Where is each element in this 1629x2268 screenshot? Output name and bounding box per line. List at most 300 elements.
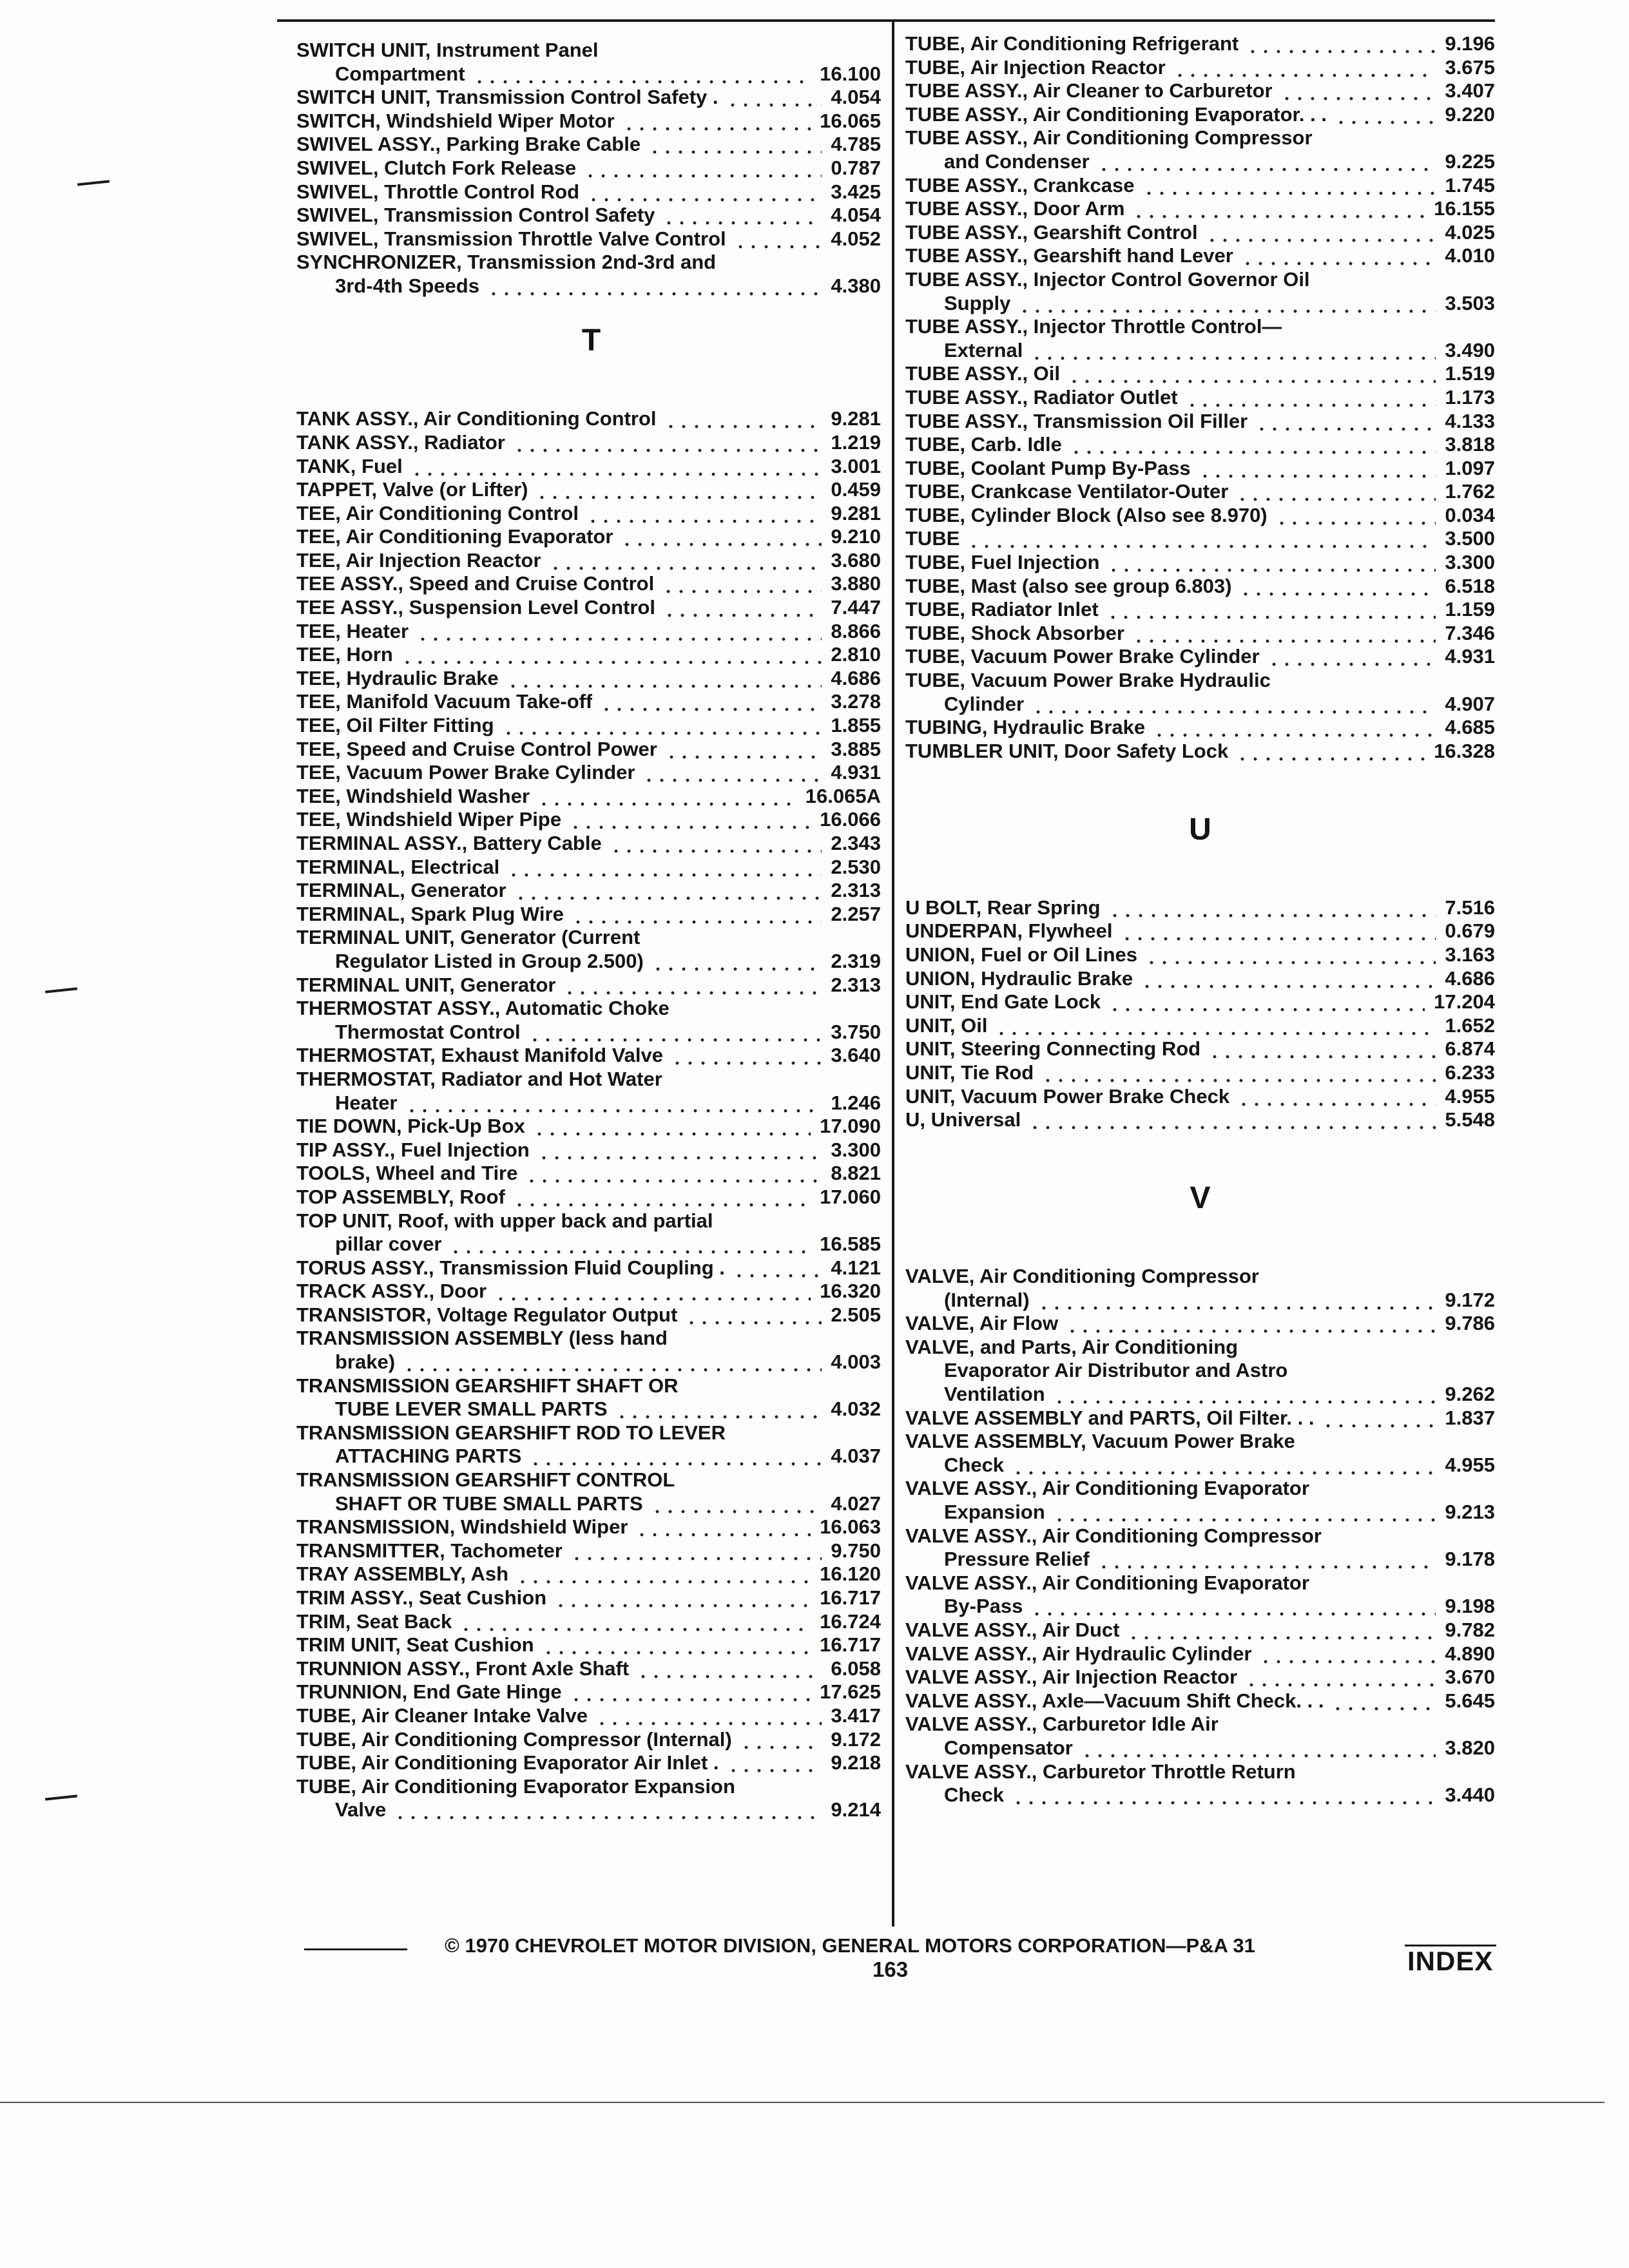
dot-leader	[1331, 1689, 1436, 1713]
dot-leader	[600, 690, 822, 714]
index-entry	[296, 738, 886, 762]
index-entry	[296, 431, 886, 455]
group-number: 3.407	[1445, 79, 1495, 102]
entry-text: TEE ASSY., Speed and Cruise Control	[296, 572, 655, 595]
dot-leader	[410, 455, 822, 479]
index-entry	[296, 620, 886, 644]
group-number: 4.010	[1445, 244, 1495, 267]
group-number: 4.121	[831, 1256, 881, 1279]
index-entry	[905, 1736, 1495, 1760]
dot-leader	[563, 974, 822, 997]
entry-text: SWITCH, Windshield Wiper Motor	[296, 109, 615, 132]
entry-text: SWIVEL, Throttle Control Rod	[296, 180, 580, 203]
group-number: 9.782	[1445, 1619, 1495, 1641]
index-entry	[296, 1209, 886, 1233]
group-number: 9.786	[1445, 1312, 1495, 1335]
index-entry	[905, 221, 1495, 245]
index-entry	[905, 1689, 1495, 1713]
entry-text: Ventilation	[944, 1383, 1045, 1406]
spacer	[905, 849, 1495, 873]
entry-text: TUBE, Radiator Inlet	[905, 598, 1099, 621]
group-number: 16.328	[1434, 739, 1495, 762]
group-number: 4.931	[1445, 645, 1495, 668]
entry-text: TUBE ASSY., Oil	[905, 362, 1061, 385]
dot-leader	[637, 1657, 822, 1681]
dot-leader	[528, 1021, 822, 1044]
entry-text: SWITCH UNIT, Transmission Control Safety .	[296, 86, 718, 109]
group-number: 1.652	[1445, 1014, 1495, 1037]
group-number: 16.066	[820, 808, 881, 831]
index-entry	[905, 1336, 1495, 1360]
entry-text: TRANSISTOR, Voltage Regulator Output	[296, 1303, 678, 1326]
group-number: 3.163	[1445, 943, 1495, 966]
dot-leader	[473, 62, 811, 86]
dot-leader	[1335, 103, 1436, 127]
index-entry	[296, 1139, 886, 1162]
entry-text: TUBE ASSY., Crankcase	[905, 173, 1135, 197]
entry-text: TRANSMISSION GEARSHIFT CONTROL	[296, 1468, 675, 1492]
index-entry	[905, 740, 1495, 764]
entry-text: VALVE ASSY., Carburetor Throttle Return	[905, 1760, 1296, 1783]
column-divider	[892, 19, 894, 1927]
index-entry	[905, 126, 1495, 150]
dot-leader	[1236, 740, 1425, 764]
dot-leader	[995, 1014, 1436, 1038]
entry-text: VALVE, Air Flow	[905, 1312, 1059, 1335]
index-entry	[905, 669, 1495, 693]
index-entry	[905, 919, 1495, 943]
entry-text: TAPPET, Valve (or Lifter)	[296, 478, 528, 501]
dot-leader	[651, 950, 822, 974]
dot-leader	[651, 1492, 822, 1516]
group-number: 3.680	[831, 548, 881, 572]
group-number: 9.281	[831, 501, 881, 524]
dot-leader	[487, 274, 822, 298]
dot-leader	[584, 157, 822, 180]
dot-leader	[1208, 1037, 1436, 1061]
group-number: 2.257	[831, 902, 881, 925]
dot-leader	[569, 808, 811, 832]
index-entry	[296, 1256, 886, 1280]
index-entry	[905, 645, 1495, 669]
entry-text: TUBE LEVER SMALL PARTS	[335, 1398, 608, 1421]
group-number: 16.120	[820, 1562, 881, 1586]
index-entry	[905, 1501, 1495, 1524]
dot-leader	[1041, 1061, 1436, 1085]
dot-leader	[1066, 1312, 1436, 1336]
entry-text: Cylinder	[944, 692, 1025, 715]
group-number: 17.204	[1434, 990, 1495, 1014]
group-number: 7.447	[831, 596, 881, 619]
group-number: 6.233	[1445, 1061, 1495, 1084]
group-number: 6.058	[831, 1657, 881, 1680]
dot-leader	[401, 643, 822, 667]
entry-text: pillar cover	[335, 1233, 442, 1256]
dot-leader	[405, 1091, 822, 1115]
index-entry	[296, 1657, 886, 1681]
entry-text: (Internal)	[944, 1288, 1030, 1311]
index-entry	[296, 455, 886, 479]
index-entry	[296, 926, 886, 950]
entry-text: TRANSMISSION, Windshield Wiper	[296, 1515, 628, 1539]
entry-text: TEE, Heater	[296, 619, 409, 642]
spacer	[905, 872, 1495, 896]
entry-text: TRANSMISSION GEARSHIFT ROD TO LEVER	[296, 1421, 726, 1444]
index-entry	[296, 785, 886, 809]
entry-text: UNION, Hydraulic Brake	[905, 966, 1133, 990]
index-entry	[296, 86, 886, 110]
index-entry	[296, 1327, 886, 1350]
group-number: 4.025	[1445, 220, 1495, 244]
dot-leader	[622, 110, 811, 133]
group-number: 1.837	[1445, 1406, 1495, 1429]
group-number: 17.625	[820, 1680, 881, 1704]
entry-text: TERMINAL UNIT, Generator (Current	[296, 926, 641, 949]
entry-text: TEE ASSY., Suspension Level Control	[296, 596, 655, 619]
dot-leader	[525, 1162, 822, 1186]
index-entry	[905, 1014, 1495, 1038]
entry-text: TEE, Manifold Vacuum Take-off	[296, 690, 593, 713]
dot-leader	[621, 525, 822, 549]
index-entry	[296, 1539, 886, 1563]
entry-text: SYNCHRONIZER, Transmission 2nd-3rd and	[296, 251, 717, 274]
entry-text: Check	[944, 1453, 1005, 1476]
index-entry	[296, 180, 886, 204]
group-number: 16.155	[1434, 197, 1495, 220]
index-entry	[296, 1468, 886, 1492]
index-entry	[296, 1515, 886, 1539]
entry-text: TUBE, Air Injection Reactor	[905, 55, 1166, 79]
index-entry	[905, 504, 1495, 528]
index-entry	[905, 1085, 1495, 1109]
index-entry	[905, 1108, 1495, 1132]
entry-text: SWITCH UNIT, Instrument Panel	[296, 39, 599, 61]
index-entry	[905, 56, 1495, 80]
index-entry	[905, 1061, 1495, 1085]
group-number: 3.670	[1445, 1666, 1495, 1689]
group-number: 9.750	[831, 1539, 881, 1562]
entry-text: TUBE, Air Conditioning Refrigerant	[905, 32, 1239, 55]
group-number: 3.440	[1445, 1783, 1495, 1807]
index-entry	[905, 598, 1495, 622]
dot-leader	[1141, 967, 1436, 991]
index-entry	[905, 79, 1495, 103]
index-entry	[296, 157, 886, 180]
group-number: 16.585	[820, 1233, 881, 1256]
index-entry	[905, 943, 1495, 967]
dot-leader	[1153, 716, 1436, 740]
index-entry	[905, 1619, 1495, 1642]
group-number: 4.686	[1445, 966, 1495, 990]
index-entry	[296, 1680, 886, 1704]
group-number: 17.090	[820, 1115, 881, 1138]
group-number: 4.931	[831, 761, 881, 784]
group-number: 4.686	[831, 666, 881, 689]
dot-leader	[615, 1398, 822, 1421]
entry-text: TUBE ASSY., Transmission Oil Filler	[905, 409, 1248, 432]
dot-leader	[685, 1303, 822, 1327]
entry-text: U, Universal	[905, 1108, 1021, 1131]
copyright-line: © 1970 CHEVROLET MOTOR DIVISION, GENERAL MOTORS CORPORATION—P&A 31	[445, 1934, 1255, 1957]
group-number: 4.027	[831, 1492, 881, 1515]
index-entry	[296, 879, 886, 903]
group-number: 1.097	[1445, 456, 1495, 479]
index-entry	[905, 268, 1495, 292]
group-number: 9.178	[1445, 1548, 1495, 1571]
dot-leader	[1241, 244, 1436, 268]
entry-text: SWIVEL ASSY., Parking Brake Cable	[296, 133, 641, 156]
index-entry	[296, 1303, 886, 1327]
entry-text: TUBE, Vacuum Power Brake Hydraulic	[905, 669, 1271, 692]
entry-text: Valve	[335, 1798, 387, 1821]
dot-leader	[595, 1704, 822, 1728]
entry-text: TUBE ASSY., Air Conditioning Compressor	[905, 126, 1313, 149]
top-rule	[277, 19, 1495, 22]
dot-leader	[416, 620, 822, 644]
entry-text: TRUNNION ASSY., Front Axle Shaft	[296, 1657, 630, 1680]
index-entry	[296, 39, 886, 62]
dot-leader	[1132, 622, 1436, 646]
group-number: 3.880	[831, 572, 881, 595]
entry-text: TRANSMISSION ASSEMBLY (less hand	[296, 1327, 668, 1350]
group-number: 2.343	[831, 832, 881, 854]
entry-text: THERMOSTAT ASSY., Automatic Choke	[296, 997, 670, 1020]
entry-text: TANK ASSY., Radiator	[296, 430, 505, 454]
dot-leader	[1255, 410, 1436, 434]
index-entry	[905, 1760, 1495, 1784]
letter-heading: V	[1190, 1180, 1211, 1215]
index-entry	[296, 1633, 886, 1657]
dot-leader	[513, 431, 822, 455]
entry-text: TRIM ASSY., Seat Cushion	[296, 1586, 547, 1609]
dot-leader	[1322, 1407, 1436, 1430]
dot-leader	[727, 1751, 822, 1775]
group-number: 16.100	[820, 62, 881, 85]
index-entry	[905, 1430, 1495, 1454]
group-number: 3.503	[1445, 291, 1495, 314]
group-number: 1.519	[1445, 362, 1495, 385]
group-number: 1.173	[1445, 385, 1495, 408]
entry-text: SWIVEL, Transmission Control Safety	[296, 204, 655, 227]
entry-text: TERMINAL UNIT, Generator	[296, 973, 556, 996]
entry-text: Expansion	[944, 1501, 1045, 1524]
entry-text: THERMOSTAT, Radiator and Hot Water	[296, 1067, 662, 1090]
index-entry	[905, 174, 1495, 198]
index-column-left	[296, 39, 886, 1822]
index-entry	[296, 1280, 886, 1303]
group-number: 16.320	[820, 1280, 881, 1303]
dot-leader	[1127, 1619, 1436, 1642]
index-entry	[905, 1383, 1495, 1407]
dot-leader	[1145, 943, 1436, 967]
group-number: 3.001	[831, 454, 881, 477]
entry-text: Thermostat Control	[335, 1020, 521, 1043]
entry-text: THERMOSTAT, Exhaust Manifold Valve	[296, 1044, 663, 1067]
index-entry	[905, 990, 1495, 1014]
entry-text: TUBE, Shock Absorber	[905, 621, 1124, 644]
index-entry	[905, 244, 1495, 268]
entry-text: VALVE, Air Conditioning Compressor	[905, 1265, 1259, 1288]
group-number: 3.885	[831, 737, 881, 760]
entry-text: TUBE, Crankcase Ventilator-Outer	[905, 480, 1229, 503]
dot-leader	[648, 133, 822, 157]
entry-text: TEE, Oil Filter Fitting	[296, 714, 494, 737]
index-entry	[296, 407, 886, 431]
index-entry	[296, 974, 886, 997]
entry-text: TRIM, Seat Back	[296, 1610, 452, 1633]
group-number: 2.530	[831, 855, 881, 878]
entry-text: TUBE	[905, 527, 960, 550]
dot-leader	[507, 856, 822, 879]
dot-leader	[1037, 1289, 1436, 1312]
group-number: 1.159	[1445, 598, 1495, 621]
entry-text: Heater	[335, 1091, 398, 1114]
entry-text: TIP ASSY., Fuel Injection	[296, 1138, 530, 1161]
group-number: 8.866	[831, 619, 881, 642]
index-entry	[905, 1571, 1495, 1595]
dot-leader	[513, 1186, 811, 1209]
index-entry	[296, 832, 886, 856]
index-entry	[296, 1775, 886, 1799]
group-number: 9.172	[831, 1727, 881, 1751]
dot-leader	[1053, 1383, 1436, 1407]
index-entry	[905, 1666, 1495, 1689]
group-number: 4.890	[1445, 1642, 1495, 1665]
group-number: 2.810	[831, 643, 881, 666]
dot-leader	[1097, 1548, 1436, 1571]
index-entry	[296, 1162, 886, 1186]
index-entry	[905, 967, 1495, 991]
entry-text: TANK, Fuel	[296, 454, 403, 477]
group-number: 4.955	[1445, 1453, 1495, 1476]
index-entry	[296, 1398, 886, 1421]
group-number: 9.218	[831, 1751, 881, 1774]
group-number: 16.724	[820, 1610, 881, 1633]
group-number: 4.785	[831, 133, 881, 156]
dot-leader	[394, 1798, 822, 1822]
index-entry	[296, 1186, 886, 1209]
dot-leader	[549, 549, 822, 573]
index-entry	[296, 1704, 886, 1728]
entry-text: TUBING, Hydraulic Brake	[905, 716, 1146, 739]
entry-text: TUBE ASSY., Air Cleaner to Carburetor	[905, 79, 1273, 102]
group-number: 0.034	[1445, 503, 1495, 526]
dot-leader	[1081, 1736, 1436, 1760]
entry-text: TERMINAL, Generator	[296, 879, 506, 902]
entry-text: VALVE ASSEMBLY and PARTS, Oil Filter. . .	[905, 1406, 1315, 1429]
spacer	[905, 787, 1495, 811]
page-number: 163	[872, 1957, 909, 1981]
group-number: 9.220	[1445, 102, 1495, 126]
group-number: 4.133	[1445, 409, 1495, 432]
dot-leader	[403, 1350, 822, 1374]
group-number: 16.065A	[805, 784, 881, 807]
dot-leader	[537, 1139, 822, 1162]
entry-text: TUBE ASSY., Injector Throttle Control—	[905, 315, 1282, 338]
index-entry	[296, 903, 886, 927]
entry-text: TEE, Speed and Cruise Control Power	[296, 737, 657, 760]
entry-text: VALVE ASSEMBLY, Vacuum Power Brake	[905, 1430, 1295, 1453]
dot-leader	[529, 1445, 822, 1468]
dot-leader	[1070, 433, 1436, 457]
spacer	[905, 763, 1495, 787]
group-number: 7.516	[1445, 896, 1495, 919]
group-number: 3.490	[1445, 338, 1495, 361]
index-entry	[296, 1068, 886, 1091]
entry-text: TUBE ASSY., Radiator Outlet	[905, 385, 1178, 408]
dot-leader	[663, 596, 822, 620]
spacer	[905, 1155, 1495, 1179]
group-number: 0.787	[831, 156, 881, 179]
group-number: 4.054	[831, 86, 881, 109]
dot-leader	[1097, 150, 1436, 174]
dot-leader	[733, 1256, 822, 1280]
entry-text: TUBE ASSY., Gearshift hand Lever	[905, 244, 1233, 267]
group-number: 0.679	[1445, 919, 1495, 943]
entry-text: TUBE ASSY., Air Conditioning Evaporator. . .	[905, 102, 1327, 126]
group-number: 8.821	[831, 1162, 881, 1185]
group-number: 2.319	[831, 949, 881, 972]
group-number: 9.262	[1445, 1383, 1495, 1406]
index-entry	[296, 761, 886, 785]
entry-text: TEE, Vacuum Power Brake Cylinder	[296, 761, 635, 784]
group-number: 3.640	[831, 1044, 881, 1067]
dot-leader	[586, 502, 822, 526]
index-entry	[296, 1728, 886, 1752]
spacer	[296, 360, 886, 384]
index-entry	[296, 1751, 886, 1775]
index-entry	[905, 480, 1495, 504]
index-entry	[905, 1713, 1495, 1736]
dot-leader	[1268, 645, 1436, 669]
index-entry	[296, 1091, 886, 1115]
entry-text: TUBE, Air Cleaner Intake Valve	[296, 1704, 588, 1727]
index-entry	[296, 572, 886, 596]
entry-text: TUBE ASSY., Gearshift Control	[905, 220, 1198, 244]
group-number: 4.037	[831, 1445, 881, 1468]
index-entry	[296, 251, 886, 274]
entry-text: TRANSMITTER, Tachometer	[296, 1539, 563, 1562]
spacer	[905, 1132, 1495, 1156]
group-number: 16.063	[820, 1515, 881, 1539]
entry-text: VALVE ASSY., Air Conditioning Evaporator	[905, 1477, 1309, 1500]
index-entry	[296, 950, 886, 974]
group-number: 2.313	[831, 973, 881, 996]
group-number: 5.548	[1445, 1108, 1495, 1131]
dot-leader	[740, 1728, 822, 1752]
index-entry	[296, 1115, 886, 1139]
entry-text: TERMINAL, Spark Plug Wire	[296, 902, 564, 925]
index-entry	[296, 1798, 886, 1822]
group-number: 4.052	[831, 227, 881, 250]
group-number: 9.225	[1445, 149, 1495, 173]
dot-leader	[506, 667, 822, 691]
dot-leader	[662, 572, 822, 596]
index-entry	[905, 339, 1495, 363]
group-number: 9.213	[1445, 1501, 1495, 1524]
entry-text: TRANSMISSION GEARSHIFT SHAFT OR	[296, 1374, 679, 1397]
entry-text: VALVE ASSY., Air Injection Reactor	[905, 1666, 1238, 1689]
entry-text: UNIT, Oil	[905, 1014, 988, 1037]
dot-leader	[1068, 362, 1436, 386]
entry-text: TUBE, Vacuum Power Brake Cylinder	[905, 645, 1260, 668]
index-entry	[905, 1524, 1495, 1548]
group-number: 4.955	[1445, 1084, 1495, 1108]
index-entry	[905, 103, 1495, 127]
index-entry	[296, 1610, 886, 1634]
index-entry	[296, 1044, 886, 1068]
group-number: 3.425	[831, 180, 881, 203]
